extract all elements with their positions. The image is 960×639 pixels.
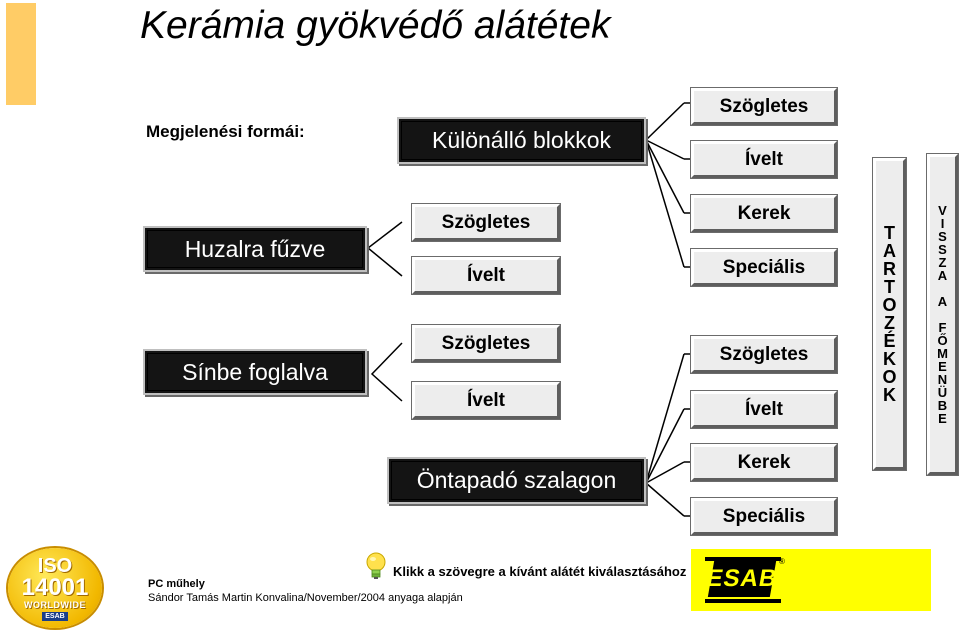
tartozekok-letter: K [883, 349, 896, 369]
vissza-letter: Ő [937, 333, 948, 348]
option-kulonallo-specialis[interactable]: Speciális [691, 249, 837, 286]
vissza-letter: N [937, 372, 948, 387]
vissza-letter: S [938, 242, 947, 257]
iso-badge-line1: ISO [37, 554, 73, 577]
lightbulb-icon [364, 551, 388, 581]
option-ontapado-kerek[interactable]: Kerek [691, 444, 837, 481]
option-ontapado-szogletes[interactable]: Szögletes [691, 336, 837, 373]
vissza-letter: F [938, 320, 947, 335]
vissza-letter: A [937, 294, 948, 309]
vissza-letter: Z [938, 255, 947, 270]
esab-stripe-bottom [705, 599, 781, 603]
vissza-letter: I [940, 216, 945, 231]
vissza-letter: B [937, 398, 948, 413]
vissza-letter: E [938, 359, 947, 374]
tartozekok-button[interactable] [873, 158, 906, 470]
category-ontapado-szalagon[interactable]: Öntapadó szalagon [387, 457, 646, 504]
option-ontapado-ivelt[interactable]: Ívelt [691, 391, 837, 428]
iso-badge-line2: 14001 [21, 573, 89, 601]
vissza-letter: A [937, 268, 948, 283]
option-kulonallo-kerek[interactable]: Kerek [691, 195, 837, 232]
tartozekok-letter: É [883, 331, 896, 351]
iso-badge-line4: ESAB [42, 612, 67, 621]
category-sinbe-foglalva[interactable]: Sínbe foglalva [143, 349, 367, 395]
vissza-letter: V [938, 203, 947, 218]
vissza-a-fomenube-button[interactable] [927, 154, 958, 475]
tartozekok-letter: K [883, 385, 896, 405]
tartozekok-letter: O [882, 295, 897, 315]
category-huzalra-fuzve[interactable]: Huzalra fűzve [143, 226, 367, 272]
tartozekok-letter: R [883, 259, 896, 279]
option-sinbe-szogletes[interactable]: Szögletes [412, 325, 560, 362]
tartozekok-letter: T [884, 277, 895, 297]
option-huzalra-szogletes[interactable]: Szögletes [412, 204, 560, 241]
esab-logo-panel [691, 549, 931, 611]
esab-registered-mark: ® [779, 557, 785, 566]
tartozekok-letter: O [882, 367, 897, 387]
vissza-letter: S [938, 229, 947, 244]
option-kulonallo-szogletes[interactable]: Szögletes [691, 88, 837, 125]
tartozekok-letter: A [883, 241, 896, 261]
esab-logo: ESAB [708, 561, 776, 597]
option-sinbe-ivelt[interactable]: Ívelt [412, 382, 560, 419]
vissza-letter: E [938, 411, 947, 426]
pc-muhely-label: PC műhely [148, 578, 205, 590]
option-kulonallo-ivelt[interactable]: Ívelt [691, 141, 837, 178]
category-kulonallo-blokkok[interactable]: Különálló blokkok [397, 117, 646, 164]
option-ontapado-specialis[interactable]: Speciális [691, 498, 837, 535]
iso-14001-badge [8, 548, 102, 628]
credit-text: Sándor Tamás Martin Konvalina/November/2004 anyaga alapján [148, 592, 463, 604]
iso-badge-line3: WORLDWIDE [24, 599, 86, 610]
tartozekok-letter: T [884, 223, 895, 243]
vissza-letter: M [937, 346, 948, 361]
hint-text: Klikk a szövegre a kívánt alátét kiválasztásához [393, 564, 687, 579]
tartozekok-letter: Z [884, 313, 895, 333]
option-huzalra-ivelt[interactable]: Ívelt [412, 257, 560, 294]
page-title: Kerámia gyökvédő alátétek [140, 4, 611, 47]
subtitle: Megjelenési formái: [146, 122, 305, 141]
vissza-letter: Ü [937, 385, 948, 400]
